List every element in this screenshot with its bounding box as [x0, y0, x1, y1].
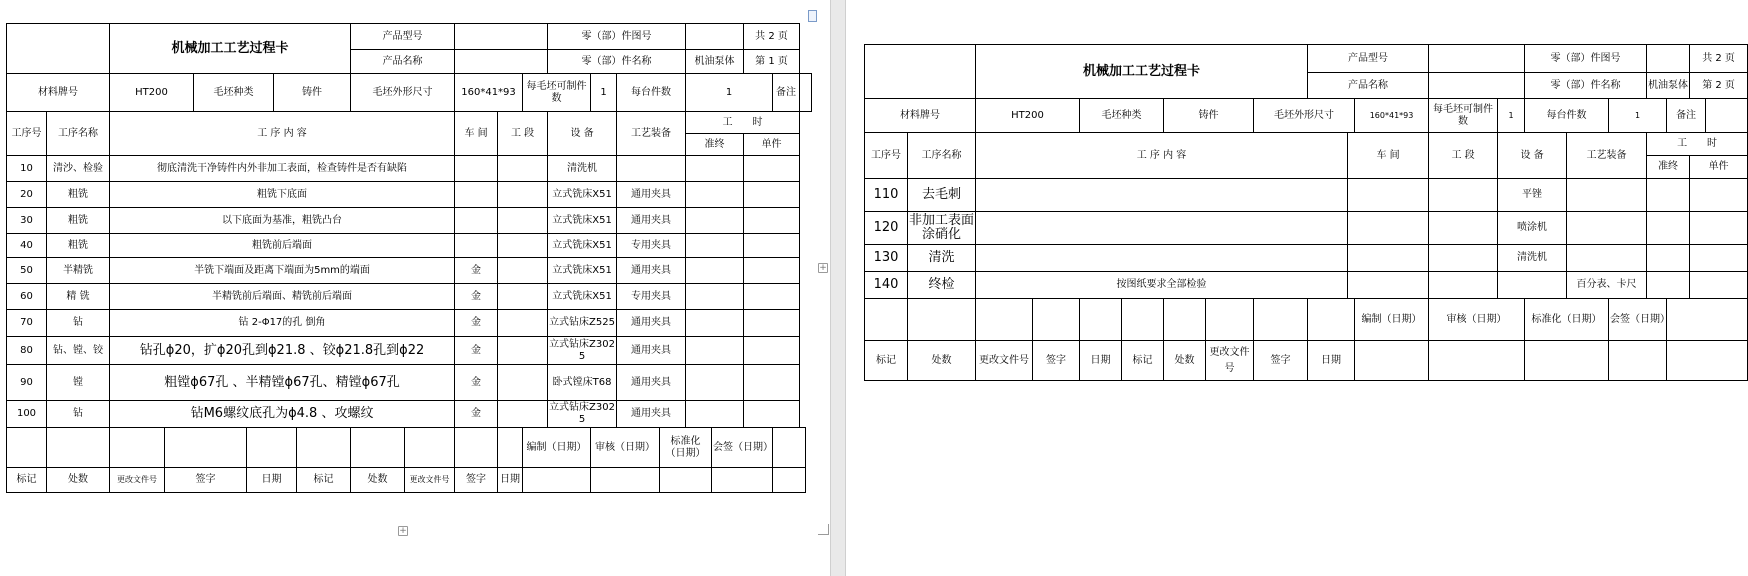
op-time-unit	[744, 208, 800, 234]
op-section	[1429, 272, 1498, 299]
op-content: 钻孔ϕ20，扩ϕ20孔到ϕ21.8 、铰ϕ21.8孔到ϕ22	[110, 337, 455, 365]
op-tooling: 通用夹具	[617, 258, 686, 284]
op-content: 半精铣前后端面、精铣前后端面	[110, 284, 455, 310]
op-time-setup	[686, 258, 744, 284]
op-equipment: 立式铣床X51	[548, 258, 617, 284]
header-workshop: 车 间	[455, 112, 498, 156]
header-time: 工 时	[1647, 133, 1748, 156]
sign-blank	[247, 428, 297, 468]
op-time-unit	[1690, 272, 1748, 299]
op-no: 70	[7, 310, 47, 337]
sign-blank	[976, 299, 1033, 341]
header-time-setup: 准终	[1647, 156, 1690, 179]
op-no: 80	[7, 337, 47, 365]
sign-review-label: 审核（日期）	[591, 428, 660, 468]
material-no-value: HT200	[110, 74, 194, 112]
op-equipment: 立式钻床Z525	[548, 310, 617, 337]
op-time-setup	[1647, 272, 1690, 299]
op-content	[976, 179, 1348, 212]
sign-blank	[865, 299, 908, 341]
footer-blank[interactable]	[591, 468, 660, 493]
sign-blank	[351, 428, 405, 468]
op-time-setup	[1647, 245, 1690, 272]
sign-row	[865, 299, 1748, 341]
sign-blank	[7, 428, 47, 468]
footer-count: 处数	[1164, 341, 1206, 381]
material-no-label: 材料牌号	[7, 74, 110, 112]
op-equipment	[1498, 272, 1567, 299]
footer-blank[interactable]	[660, 468, 712, 493]
header-time-unit: 单件	[744, 134, 800, 156]
op-time-setup	[686, 208, 744, 234]
sign-standard-label: 标准化（日期）	[1525, 299, 1609, 341]
op-no: 130	[865, 245, 908, 272]
op-equipment: 卧式镗床T68	[548, 365, 617, 401]
table-row[interactable]	[7, 401, 812, 428]
document-page-2[interactable]	[846, 0, 1735, 576]
footer-blank[interactable]	[773, 468, 806, 493]
op-section	[498, 337, 548, 365]
per-unit-label: 每台件数	[617, 74, 686, 112]
sign-blank	[455, 428, 498, 468]
op-no: 10	[7, 156, 47, 182]
footer-blank[interactable]	[523, 468, 591, 493]
op-time-setup	[686, 337, 744, 365]
footer-signature: 签字	[165, 468, 247, 493]
op-equipment: 立式钻床Z3025	[548, 337, 617, 365]
blank-type-value: 铸件	[274, 74, 351, 112]
sign-blank	[47, 428, 110, 468]
op-no: 120	[865, 212, 908, 245]
op-section	[498, 365, 548, 401]
op-tooling	[1567, 179, 1647, 212]
op-content	[976, 212, 1348, 245]
op-equipment: 立式钻床Z3025	[548, 401, 617, 428]
op-workshop	[1348, 272, 1429, 299]
op-name: 终检	[908, 272, 976, 299]
op-workshop: 金	[455, 284, 498, 310]
op-time-setup	[686, 182, 744, 208]
op-workshop: 金	[455, 365, 498, 401]
remarks-value[interactable]	[1706, 99, 1748, 133]
blank-cell	[7, 24, 110, 74]
op-name: 去毛刺	[908, 179, 976, 212]
op-workshop	[1348, 179, 1429, 212]
op-time-setup	[686, 310, 744, 337]
product-model-label: 产品型号	[1308, 45, 1429, 73]
op-no: 40	[7, 234, 47, 258]
blank-size-label: 毛坯外形尺寸	[351, 74, 455, 112]
footer-change-doc: 更改文件号	[110, 468, 165, 493]
op-section	[498, 208, 548, 234]
table-row[interactable]	[7, 337, 812, 365]
sign-standard-label: 标准化（日期）	[660, 428, 712, 468]
blank-size-value: 160*41*93	[455, 74, 523, 112]
footer-date: 日期	[1308, 341, 1355, 381]
op-tooling: 百分表、卡尺	[1567, 272, 1647, 299]
sign-blank	[908, 299, 976, 341]
op-content: 粗铣下底面	[110, 182, 455, 208]
op-section	[498, 182, 548, 208]
op-workshop: 金	[455, 337, 498, 365]
per-unit-value: 1	[686, 74, 773, 112]
header-time: 工 时	[686, 112, 800, 134]
product-name-label: 产品名称	[351, 50, 455, 74]
material-no-value: HT200	[976, 99, 1080, 133]
op-workshop	[455, 156, 498, 182]
footer-row	[7, 468, 812, 493]
op-name: 半精铣	[47, 258, 110, 284]
op-workshop	[1348, 245, 1429, 272]
sign-blank	[498, 428, 523, 468]
blank-cell	[865, 45, 976, 99]
header-op-content: 工 序 内 容	[110, 112, 455, 156]
resize-handle-icon[interactable]	[818, 524, 829, 535]
footer-date: 日期	[498, 468, 523, 493]
footer-mark: 标记	[7, 468, 47, 493]
op-no: 90	[7, 365, 47, 401]
sign-compile-label: 编制（日期）	[523, 428, 591, 468]
op-time-setup	[686, 365, 744, 401]
op-name: 钻、镗、铰	[47, 337, 110, 365]
op-workshop	[455, 208, 498, 234]
sign-review-label: 审核（日期）	[1429, 299, 1525, 341]
footer-count: 处数	[351, 468, 405, 493]
material-no-label: 材料牌号	[865, 99, 976, 133]
sign-countersign-label: 会签（日期）	[712, 428, 773, 468]
header-tooling: 工艺装备	[617, 112, 686, 156]
footer-signature: 签字	[1033, 341, 1080, 381]
page-gap	[830, 0, 846, 576]
op-equipment: 清洗机	[548, 156, 617, 182]
part-name-label: 零（部）件名称	[548, 50, 686, 74]
op-equipment: 立式铣床X51	[548, 182, 617, 208]
op-tooling: 专用夹具	[617, 284, 686, 310]
sign-blank	[110, 428, 165, 468]
op-equipment: 清洗机	[1498, 245, 1567, 272]
header-time-setup: 准终	[686, 134, 744, 156]
op-time-unit	[744, 365, 800, 401]
part-drawing-no-label: 零（部）件图号	[548, 24, 686, 50]
footer-signature: 签字	[1254, 341, 1308, 381]
op-name: 非加工表面涂硝化	[908, 212, 976, 245]
op-time-unit	[1690, 245, 1748, 272]
table-row[interactable]	[7, 156, 812, 182]
table-row[interactable]	[7, 284, 812, 310]
process-card-page-1	[6, 23, 812, 493]
op-no: 110	[865, 179, 908, 212]
sign-blank	[1122, 299, 1164, 341]
op-section	[498, 284, 548, 310]
sign-blank	[297, 428, 351, 468]
op-section	[498, 258, 548, 284]
table-row[interactable]	[7, 365, 812, 401]
footer-date: 日期	[1080, 341, 1122, 381]
op-equipment: 立式铣床X51	[548, 234, 617, 258]
op-equipment: 喷涂机	[1498, 212, 1567, 245]
per-unit-label: 每台件数	[1525, 99, 1609, 133]
product-name-value[interactable]	[1429, 73, 1525, 99]
op-equipment: 立式铣床X51	[548, 208, 617, 234]
op-tooling: 通用夹具	[617, 337, 686, 365]
op-content: 彻底清洗干净铸件内外非加工表面，检查铸件是否有缺陷	[110, 156, 455, 182]
document-page-1[interactable]	[0, 0, 830, 576]
op-time-setup	[686, 284, 744, 310]
op-tooling: 通用夹具	[617, 401, 686, 428]
add-column-icon[interactable]: +	[819, 263, 827, 273]
footer-blank[interactable]	[1429, 341, 1525, 381]
table-row[interactable]	[865, 245, 1748, 272]
footer-row	[865, 341, 1748, 381]
op-content: 以下底面为基准，粗铣凸台	[110, 208, 455, 234]
op-time-unit	[744, 310, 800, 337]
sign-blank	[773, 428, 806, 468]
sign-blank	[165, 428, 247, 468]
op-name: 清洗	[908, 245, 976, 272]
part-name-value: 机油泵体	[1647, 73, 1690, 99]
page-number: 第 1 页	[744, 50, 800, 74]
sign-blank	[1667, 299, 1748, 341]
sign-blank	[1308, 299, 1355, 341]
product-model-label: 产品型号	[351, 24, 455, 50]
sign-blank	[1080, 299, 1122, 341]
parts-per-blank-value: 1	[1498, 99, 1525, 133]
op-time-unit	[1690, 212, 1748, 245]
table-row[interactable]	[7, 310, 812, 337]
op-no: 60	[7, 284, 47, 310]
op-time-setup	[1647, 212, 1690, 245]
sign-compile-label: 编制（日期）	[1355, 299, 1429, 341]
op-name: 粗铣	[47, 182, 110, 208]
op-content: 半铣下端面及距离下端面为5mm的端面	[110, 258, 455, 284]
op-time-unit	[744, 182, 800, 208]
header-tooling: 工艺装备	[1567, 133, 1647, 179]
product-model-value[interactable]	[1429, 45, 1525, 73]
header-op-name: 工序名称	[908, 133, 976, 179]
op-name: 钻	[47, 310, 110, 337]
card-title: 机械加工工艺过程卡	[976, 45, 1308, 99]
op-workshop	[455, 234, 498, 258]
blank-type-label: 毛坯种类	[194, 74, 274, 112]
op-name: 精 铣	[47, 284, 110, 310]
op-time-setup	[686, 156, 744, 182]
op-tooling	[617, 156, 686, 182]
op-time-setup	[686, 401, 744, 428]
footer-mark: 标记	[297, 468, 351, 493]
footer-count: 处数	[47, 468, 110, 493]
sign-row	[7, 428, 812, 468]
op-no: 100	[7, 401, 47, 428]
header-equipment: 设 备	[1498, 133, 1567, 179]
header-equipment: 设 备	[548, 112, 617, 156]
blank-type-value: 铸件	[1164, 99, 1254, 133]
footer-blank[interactable]	[1355, 341, 1429, 381]
op-time-unit	[744, 234, 800, 258]
sign-blank	[1206, 299, 1254, 341]
op-workshop: 金	[455, 401, 498, 428]
product-name-label: 产品名称	[1308, 73, 1429, 99]
op-time-unit	[1690, 179, 1748, 212]
parts-per-blank-label: 每毛坯可制件数	[1429, 99, 1498, 133]
sign-blank	[1033, 299, 1080, 341]
header-section: 工 段	[1429, 133, 1498, 179]
op-tooling	[1567, 245, 1647, 272]
header-op-no: 工序号	[7, 112, 47, 156]
remarks-value[interactable]	[800, 74, 812, 112]
sign-blank	[1254, 299, 1308, 341]
table-row[interactable]	[7, 234, 812, 258]
op-content: 粗铣前后端面	[110, 234, 455, 258]
op-name: 粗铣	[47, 208, 110, 234]
op-section	[1429, 245, 1498, 272]
op-workshop	[455, 182, 498, 208]
op-tooling: 通用夹具	[617, 182, 686, 208]
op-section	[498, 310, 548, 337]
op-content	[976, 245, 1348, 272]
sign-countersign-label: 会签（日期）	[1609, 299, 1667, 341]
table-row[interactable]	[7, 208, 812, 234]
header-time-unit: 单件	[1690, 156, 1748, 179]
op-time-unit	[744, 284, 800, 310]
op-tooling: 通用夹具	[617, 365, 686, 401]
footer-mark: 标记	[1122, 341, 1164, 381]
table-row[interactable]	[865, 272, 1748, 299]
op-no: 20	[7, 182, 47, 208]
total-pages: 共 2 页	[1690, 45, 1748, 73]
page-number: 第 2 页	[1690, 73, 1748, 99]
op-content: 钻M6螺纹底孔为ϕ4.8 、攻螺纹	[110, 401, 455, 428]
blank-size-label: 毛坯外形尺寸	[1254, 99, 1355, 133]
document-icon[interactable]	[808, 10, 817, 22]
footer-change-doc: 更改文件号	[405, 468, 455, 493]
footer-count: 处数	[908, 341, 976, 381]
table-row[interactable]	[865, 212, 1748, 245]
blank-type-label: 毛坯种类	[1080, 99, 1164, 133]
footer-blank[interactable]	[1609, 341, 1667, 381]
part-name-label: 零（部）件名称	[1525, 73, 1647, 99]
op-tooling	[1567, 212, 1647, 245]
op-tooling: 通用夹具	[617, 310, 686, 337]
op-no: 30	[7, 208, 47, 234]
card-title: 机械加工工艺过程卡	[110, 24, 351, 74]
op-content: 按图纸要求全部检验	[976, 272, 1348, 299]
per-unit-value: 1	[1609, 99, 1667, 133]
op-section	[498, 156, 548, 182]
op-workshop	[1348, 212, 1429, 245]
op-time-unit	[744, 258, 800, 284]
op-time-unit	[744, 337, 800, 365]
footer-change-doc: 更改文件号	[1206, 341, 1254, 381]
total-pages: 共 2 页	[744, 24, 800, 50]
parts-per-blank-label: 每毛坯可制件数	[523, 74, 591, 112]
op-content: 粗镗ϕ67孔 、半精镗ϕ67孔、精镗ϕ67孔	[110, 365, 455, 401]
op-section	[498, 234, 548, 258]
table-row[interactable]	[7, 182, 812, 208]
remarks-label: 备注	[1667, 99, 1706, 133]
op-time-setup	[1647, 179, 1690, 212]
op-workshop: 金	[455, 310, 498, 337]
part-drawing-no-label: 零（部）件图号	[1525, 45, 1647, 73]
op-name: 镗	[47, 365, 110, 401]
sign-blank	[405, 428, 455, 468]
op-section	[1429, 179, 1498, 212]
footer-blank[interactable]	[712, 468, 773, 493]
op-equipment: 立式铣床X51	[548, 284, 617, 310]
op-time-setup	[686, 234, 744, 258]
part-drawing-no-value[interactable]	[686, 24, 744, 50]
footer-date: 日期	[247, 468, 297, 493]
op-no: 50	[7, 258, 47, 284]
op-name: 钻	[47, 401, 110, 428]
sign-blank	[1164, 299, 1206, 341]
footer-change-doc: 更改文件号	[976, 341, 1033, 381]
header-op-content: 工 序 内 容	[976, 133, 1348, 179]
op-section	[498, 401, 548, 428]
table-row[interactable]	[7, 258, 812, 284]
op-tooling: 通用夹具	[617, 208, 686, 234]
table-row[interactable]	[865, 179, 1748, 212]
header-section: 工 段	[498, 112, 548, 156]
op-time-unit	[744, 156, 800, 182]
footer-mark: 标记	[865, 341, 908, 381]
header-op-no: 工序号	[865, 133, 908, 179]
op-name: 粗铣	[47, 234, 110, 258]
footer-signature: 签字	[455, 468, 498, 493]
part-name-value: 机油泵体	[686, 50, 744, 74]
header-workshop: 车 间	[1348, 133, 1429, 179]
blank-size-value: 160*41*93	[1355, 99, 1429, 133]
add-row-icon[interactable]: +	[399, 526, 407, 536]
op-tooling: 专用夹具	[617, 234, 686, 258]
product-name-value[interactable]	[455, 50, 548, 74]
op-workshop: 金	[455, 258, 498, 284]
process-card-page-2	[864, 44, 1748, 381]
op-time-unit	[744, 401, 800, 428]
op-section	[1429, 212, 1498, 245]
op-no: 140	[865, 272, 908, 299]
part-drawing-no-value[interactable]	[1647, 45, 1690, 73]
op-content: 钻 2-Φ17的孔 倒角	[110, 310, 455, 337]
op-equipment: 平锉	[1498, 179, 1567, 212]
footer-blank[interactable]	[1667, 341, 1748, 381]
remarks-label: 备注	[773, 74, 800, 112]
op-name: 清沙、检验	[47, 156, 110, 182]
product-model-value[interactable]	[455, 24, 548, 50]
header-op-name: 工序名称	[47, 112, 110, 156]
footer-blank[interactable]	[1525, 341, 1609, 381]
parts-per-blank-value: 1	[591, 74, 617, 112]
